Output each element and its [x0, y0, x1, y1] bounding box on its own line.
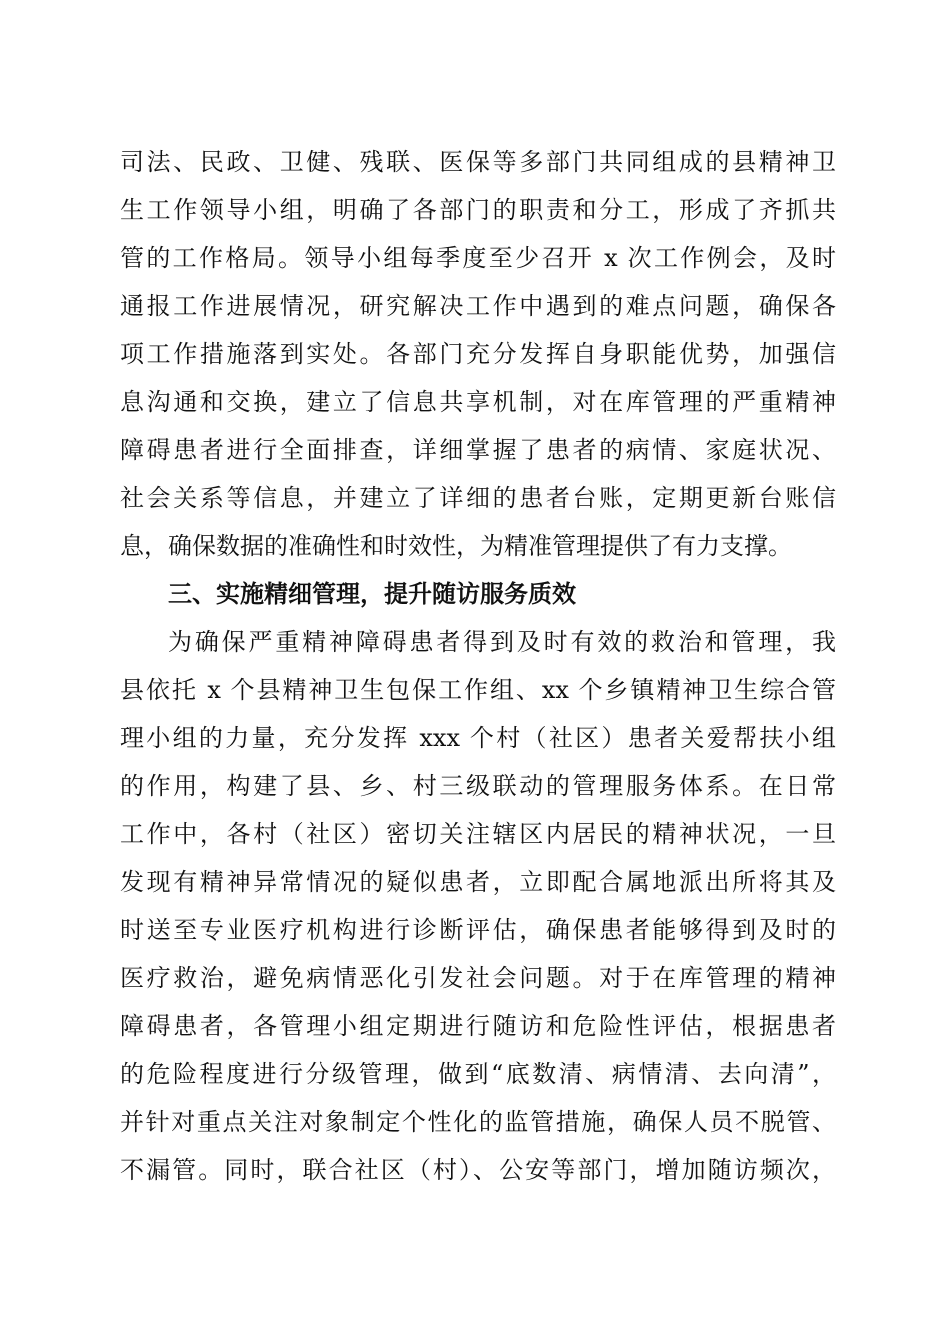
- paragraph-2-line-2: 县依托 x 个县精神卫生包保工作组、xx 个乡镇精神卫生综合管: [120, 676, 836, 704]
- paragraph-1-line-4: 通报工作进展情况，研究解决工作中遇到的难点问题，确保各: [120, 292, 836, 320]
- paragraph-2-line-6: 发现有精神异常情况的疑似患者，立即配合属地派出所将其及: [120, 868, 836, 896]
- paragraph-2-line-11: 并针对重点关注对象制定个性化的监管措施，确保人员不脱管、: [120, 1108, 836, 1136]
- paragraph-2-line-9: 障碍患者，各管理小组定期进行随访和危险性评估，根据患者: [120, 1012, 836, 1040]
- paragraph-2-line-12: 不漏管。同时，联合社区（村）、公安等部门，增加随访频次，: [120, 1156, 836, 1184]
- paragraph-2-line-3: 理小组的力量，充分发挥 xxx 个村（社区）患者关爱帮扶小组: [120, 724, 836, 752]
- paragraph-1-line-3: 管的工作格局。领导小组每季度至少召开 x 次工作例会，及时: [120, 244, 836, 272]
- paragraph-1-line-1: 司法、民政、卫健、残联、医保等多部门共同组成的县精神卫: [120, 148, 836, 176]
- paragraph-1-line-2: 生工作领导小组，明确了各部门的职责和分工，形成了齐抓共: [120, 196, 836, 224]
- paragraph-2-line-7: 时送至专业医疗机构进行诊断评估，确保患者能够得到及时的: [120, 916, 836, 944]
- paragraph-1-line-8: 社会关系等信息，并建立了详细的患者台账，定期更新台账信: [120, 484, 836, 512]
- paragraph-2-line-8: 医疗救治，避免病情恶化引发社会问题。对于在库管理的精神: [120, 964, 836, 992]
- section-heading: 三、实施精细管理，提升随访服务质效: [168, 580, 576, 608]
- paragraph-1-line-5: 项工作措施落到实处。各部门充分发挥自身职能优势，加强信: [120, 340, 836, 368]
- paragraph-2-line-10: 的危险程度进行分级管理，做到“底数清、病情清、去向清”，: [120, 1060, 836, 1088]
- paragraph-2-line-1: 为确保严重精神障碍患者得到及时有效的救治和管理，我: [168, 628, 836, 656]
- paragraph-1-line-9: 息，确保数据的准确性和时效性，为精准管理提供了有力支撑。: [120, 532, 792, 560]
- paragraph-2-line-5: 工作中，各村（社区）密切关注辖区内居民的精神状况，一旦: [120, 820, 836, 848]
- paragraph-1-line-6: 息沟通和交换，建立了信息共享机制，对在库管理的严重精神: [120, 388, 836, 416]
- paragraph-2-line-4: 的作用，构建了县、乡、村三级联动的管理服务体系。在日常: [120, 772, 836, 800]
- paragraph-1-line-7: 障碍患者进行全面排查，详细掌握了患者的病情、家庭状况、: [120, 436, 836, 464]
